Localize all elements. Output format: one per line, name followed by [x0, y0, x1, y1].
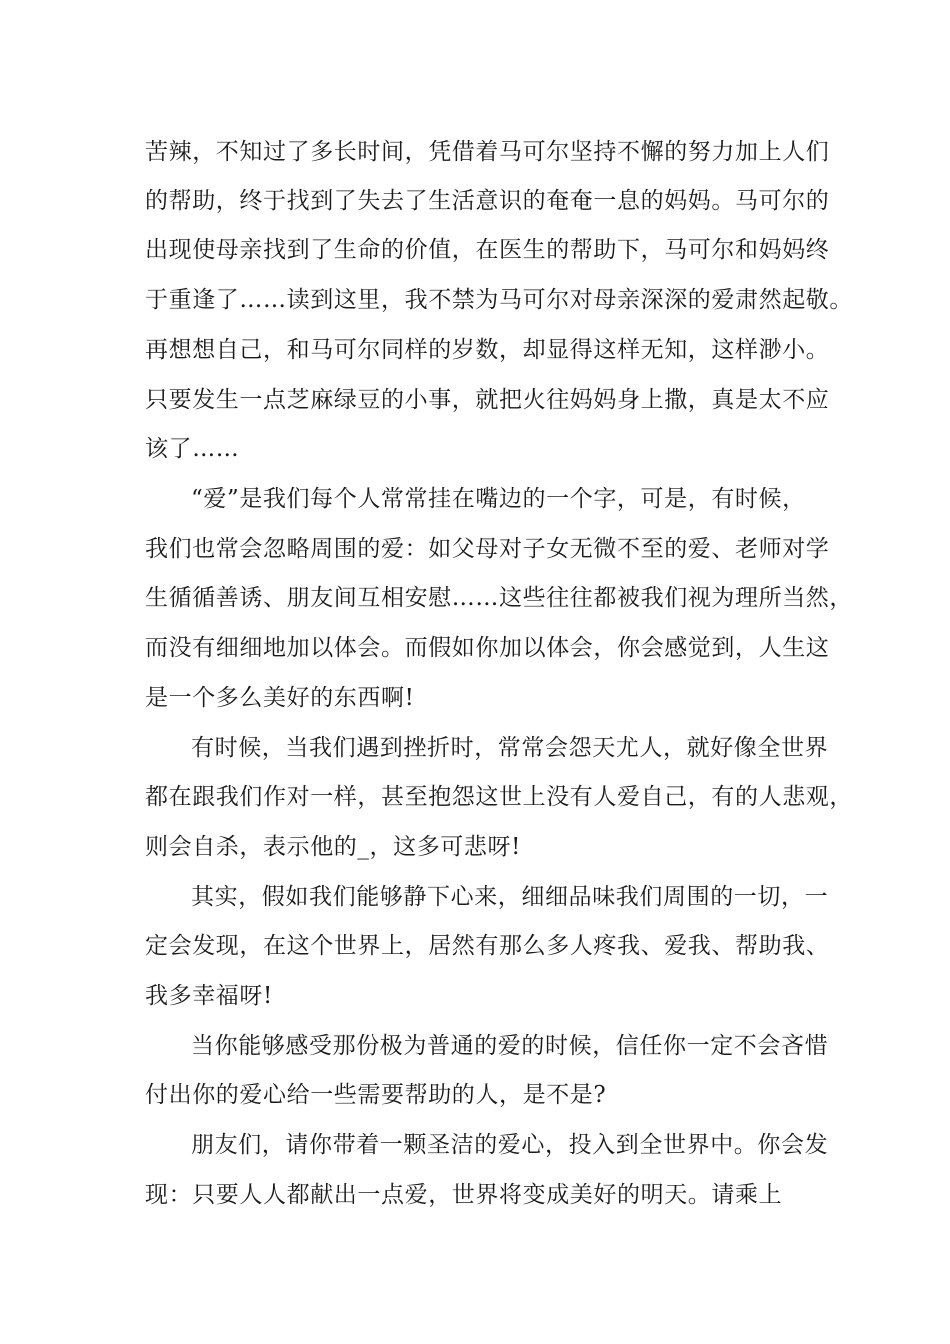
text-line: 于重逢了……读到这里，我不禁为马可尔对母亲深深的爱肃然起敬。 [145, 287, 853, 313]
text-line: 苦辣，不知过了多长时间，凭借着马可尔坚持不懈的努力加上人们 [145, 139, 830, 165]
text-line: 而没有细细地加以体会。而假如你加以体会，你会感觉到，人生这 [145, 635, 830, 661]
text-line: 付出你的爱心给一些需要帮助的人，是不是? [145, 1082, 607, 1108]
paragraph-start-line: 有时候，当我们遇到挫折时，常常会怨天尤人，就好像全世界 [191, 735, 829, 761]
text-line: 则会自杀，表示他的_，这多可悲呀! [145, 834, 521, 860]
paragraph-start-line: 当你能够感受那份极为普通的爱的时候，信任你一定不会吝惜 [191, 1033, 829, 1059]
text-line: 是一个多么美好的东西啊! [145, 685, 415, 711]
text-line: 现：只要人人都献出一点爱，世界将变成美好的明天。请乘上 [145, 1182, 783, 1208]
text-line: 出现使母亲找到了生命的价值，在医生的帮助下，马可尔和妈妈终 [145, 237, 830, 263]
text-line: 定会发现，在这个世界上，居然有那么多人疼我、爱我、帮助我、 [145, 933, 830, 959]
paragraph-start-line: 其实，假如我们能够静下心来，细细品味我们周围的一切，一 [191, 884, 829, 910]
text-line: 生循循善诱、朋友间互相安慰……这些往往都被我们视为理所当然， [145, 585, 853, 611]
text-line: 再想想自己，和马可尔同样的岁数，却显得这样无知，这样渺小。 [145, 337, 830, 363]
paragraph-start-line: 朋友们，请你带着一颗圣洁的爱心，投入到全世界中。你会发 [191, 1132, 829, 1158]
text-line: 都在跟我们作对一样，甚至抱怨这世上没有人爱自己，有的人悲观， [145, 784, 853, 810]
paragraph-start-line: “爱”是我们每个人常常挂在嘴边的一个字，可是，有时候， [191, 486, 806, 512]
text-line: 只要发生一点芝麻绿豆的小事，就把火往妈妈身上撒，真是太不应 [145, 387, 830, 413]
text-line: 我们也常会忽略周围的爱：如父母对子女无微不至的爱、老师对学 [145, 536, 830, 562]
text-line: 的帮助，终于找到了失去了生活意识的奄奄一息的妈妈。马可尔的 [145, 188, 830, 214]
text-line: 该了…… [145, 436, 240, 462]
text-line: 我多幸福呀! [145, 983, 273, 1009]
